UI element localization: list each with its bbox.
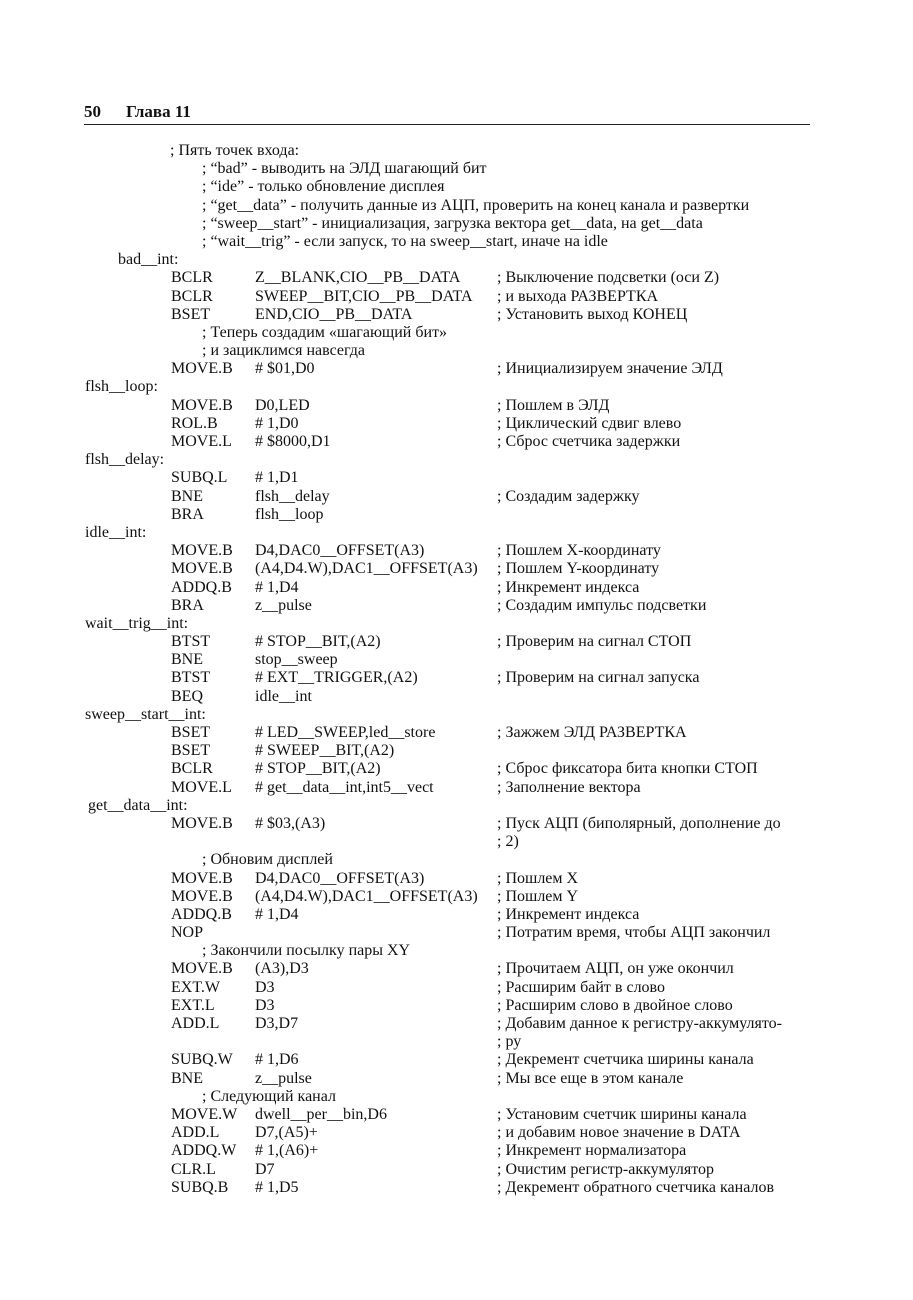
code-line: [0, 669, 913, 687]
operands: (A3),D3: [255, 960, 309, 978]
opcode: MOVE.B: [171, 960, 233, 978]
operands: D3: [255, 996, 275, 1014]
opcode: ROL.B: [171, 414, 218, 432]
inline-comment: ; Пошлем Y-координату: [497, 560, 660, 578]
operands: # 1,D4: [255, 578, 299, 596]
code-line: [0, 488, 913, 506]
comment-line: ; Обновим дисплей: [202, 851, 333, 869]
operands: flsh__loop: [255, 505, 324, 523]
operands: # 1,D0: [255, 414, 299, 432]
opcode: MOVE.B: [171, 814, 233, 832]
code-line: [0, 1033, 913, 1051]
inline-comment: ; Мы все еще в этом канале: [497, 1069, 684, 1087]
code-line: [0, 360, 913, 378]
code-line: [0, 706, 913, 724]
opcode: ADDQ.W: [171, 1142, 237, 1160]
inline-comment: ; Проверим на сигнал запуска: [497, 669, 700, 687]
opcode: BTST: [171, 633, 211, 651]
operands: Z__BLANK,CIO__PB__DATA: [255, 269, 461, 287]
opcode: SUBQ.W: [171, 1051, 233, 1069]
operands: # 1,D1: [255, 469, 299, 487]
operands: (A4,D4.W),DAC1__OFFSET(A3): [255, 887, 478, 905]
inline-comment: ; 2): [497, 833, 519, 851]
code-line: [0, 397, 913, 415]
operands: END,CIO__PB__DATA: [255, 305, 413, 323]
code-label: get__data__int:: [88, 796, 188, 814]
operands: D7: [255, 1160, 275, 1178]
code-line: [0, 1161, 913, 1179]
opcode: MOVE.B: [171, 396, 233, 414]
code-line: [0, 888, 913, 906]
inline-comment: ; Расширим байт в слово: [497, 978, 665, 996]
opcode: BNE: [171, 487, 203, 505]
opcode: BRA: [171, 505, 204, 523]
operands: # 1,D4: [255, 905, 299, 923]
operands: # 1,D6: [255, 1051, 299, 1069]
assembly-listing: [0, 142, 913, 1197]
code-line: [0, 651, 913, 669]
operands: # STOP__BIT,(A2): [255, 760, 381, 778]
inline-comment: ; Декремент обратного счетчика каналов: [497, 1178, 774, 1196]
opcode: BCLR: [171, 269, 213, 287]
code-line: [0, 742, 913, 760]
opcode: BRA: [171, 596, 204, 614]
comment-line: ; “sweep__start” - инициализация, загрузка вектора get__data, на get__data: [202, 214, 703, 232]
operands: z__pulse: [255, 1069, 312, 1087]
opcode: ADD.L: [171, 1015, 220, 1032]
code-line: [0, 524, 913, 542]
opcode: BCLR: [171, 287, 213, 305]
inline-comment: ; Установить выход КОНЕЦ: [497, 305, 688, 323]
opcode: BNE: [171, 1069, 203, 1087]
code-line: [0, 1070, 913, 1088]
inline-comment: ; ру: [497, 1033, 522, 1051]
code-line: [0, 560, 913, 578]
page-number: 50: [84, 102, 101, 121]
operands: # $03,(A3): [255, 814, 326, 832]
inline-comment: ; Прочитаем АЦП, он уже окончил: [497, 960, 734, 978]
operands: D4,DAC0__OFFSET(A3): [255, 542, 425, 560]
code-line: [0, 579, 913, 597]
code-line: [0, 724, 913, 742]
opcode: MOVE.L: [171, 433, 232, 450]
code-line: [0, 542, 913, 560]
code-label: bad__int:: [118, 251, 179, 269]
code-line: [0, 615, 913, 633]
inline-comment: ; Инициализируем значение ЭЛД: [497, 360, 723, 378]
code-line: [0, 1124, 913, 1142]
code-line: [0, 815, 913, 833]
code-line: [0, 215, 913, 233]
code-line: [0, 288, 913, 306]
code-line: [0, 1051, 913, 1069]
operands: # STOP__BIT,(A2): [255, 633, 381, 651]
operands: # SWEEP__BIT,(A2): [255, 742, 395, 760]
inline-comment: ; Пошлем X-координату: [497, 542, 661, 560]
chapter-title: Глава 11: [126, 102, 191, 121]
code-line: [0, 233, 913, 251]
opcode: MOVE.W: [171, 1105, 238, 1123]
operands: (A4,D4.W),DAC1__OFFSET(A3): [255, 560, 478, 578]
code-line: [0, 142, 913, 160]
code-line: [0, 960, 913, 978]
code-line: [0, 797, 913, 815]
code-line: [0, 597, 913, 615]
opcode: SUBQ.L: [171, 469, 228, 487]
inline-comment: ; Пошлем X: [497, 869, 579, 887]
comment-line: ; “wait__trig” - если запуск, то на sweep__start, иначе на idle: [202, 232, 608, 250]
opcode: MOVE.B: [171, 869, 233, 887]
code-line: [0, 1142, 913, 1160]
code-label: flsh__loop:: [85, 378, 158, 396]
code-label: sweep__start__int:: [85, 705, 206, 723]
operands: # get__data__int,int5__vect: [255, 778, 434, 796]
inline-comment: ; Сброс счетчика задержки: [497, 433, 681, 450]
comment-line: ; Следующий канал: [202, 1087, 336, 1105]
operands: # 1,D5: [255, 1178, 299, 1196]
code-label: flsh__delay:: [85, 451, 165, 469]
inline-comment: ; Декремент счетчика ширины канала: [497, 1051, 754, 1069]
code-line: [0, 324, 913, 342]
opcode: EXT.L: [171, 996, 215, 1014]
opcode: CLR.L: [171, 1160, 216, 1178]
operands: # $8000,D1: [255, 433, 331, 450]
comment-line: ; Закончили посылку пары XY: [202, 942, 411, 960]
opcode: MOVE.B: [171, 542, 233, 560]
inline-comment: ; Инкремент индекса: [497, 578, 640, 596]
code-line: [0, 760, 913, 778]
code-line: [0, 251, 913, 269]
opcode: MOVE.B: [171, 360, 233, 378]
inline-comment: ; Создадим задержку: [497, 487, 640, 505]
inline-comment: ; Очистим регистр-аккумулятор: [497, 1160, 714, 1178]
code-line: [0, 1179, 913, 1197]
code-line: [0, 469, 913, 487]
inline-comment: ; Инкремент нормализатора: [497, 1142, 687, 1160]
comment-line: ; и зациклимся навсегда: [202, 342, 365, 360]
operands: dwell__per__bin,D6: [255, 1105, 387, 1123]
operands: # $01,D0: [255, 360, 315, 378]
code-line: [0, 433, 913, 451]
operands: D4,DAC0__OFFSET(A3): [255, 869, 425, 887]
code-line: [0, 633, 913, 651]
inline-comment: ; и выхода РАЗВЕРТКА: [497, 287, 659, 305]
comment-line: ; Теперь создадим «шагающий бит»: [202, 323, 448, 341]
opcode: BNE: [171, 651, 203, 669]
code-line: [0, 924, 913, 942]
code-line: [0, 870, 913, 888]
inline-comment: ; Создадим импульс подсветки: [497, 596, 707, 614]
code-label: wait__trig__int:: [85, 614, 189, 632]
inline-comment: ; Циклический сдвиг влево: [497, 414, 682, 432]
operands: z__pulse: [255, 596, 312, 614]
page-header: [84, 100, 810, 125]
operands: D0,LED: [255, 396, 310, 414]
inline-comment: ; Проверим на сигнал СТОП: [497, 633, 692, 651]
code-line: [0, 688, 913, 706]
opcode: ADDQ.B: [171, 905, 232, 923]
inline-comment: ; Пуск АЦП (биполярный, дополнение до: [497, 814, 781, 832]
operands: stop__sweep: [255, 651, 338, 669]
comment-line: ; “ide” - только обновление дисплея: [202, 178, 445, 196]
inline-comment: ; Сброс фиксатора бита кнопки СТОП: [497, 760, 758, 778]
inline-comment: ; Расширим слово в двойное слово: [497, 996, 733, 1014]
inline-comment: ; Инкремент индекса: [497, 905, 640, 923]
operands: D3,D7: [255, 1015, 299, 1032]
code-line: [0, 1106, 913, 1124]
inline-comment: ; Заполнение вектора: [497, 778, 641, 796]
opcode: MOVE.B: [171, 887, 233, 905]
operands: # EXT__TRIGGER,(A2): [255, 669, 418, 687]
code-label: idle__int:: [85, 523, 147, 541]
code-line: [0, 1015, 913, 1033]
inline-comment: ; Пошлем Y: [497, 887, 579, 905]
code-line: [0, 178, 913, 196]
comment-line: ; Пять точек входа:: [170, 142, 300, 159]
code-line: [0, 197, 913, 215]
code-line: [0, 942, 913, 960]
inline-comment: ; Зажжем ЭЛД РАЗВЕРТКА: [497, 724, 687, 741]
opcode: BSET: [171, 305, 211, 323]
inline-comment: ; Установим счетчик ширины канала: [497, 1105, 747, 1123]
code-line: [0, 415, 913, 433]
opcode: MOVE.B: [171, 560, 233, 578]
code-line: [0, 997, 913, 1015]
opcode: BTST: [171, 669, 211, 687]
code-line: [0, 779, 913, 797]
opcode: BSET: [171, 742, 211, 760]
operands: idle__int: [255, 687, 312, 705]
comment-line: ; “get__data” - получить данные из АЦП, проверить на конец канала и развертки: [202, 196, 750, 214]
operands: # 1,(A6)+: [255, 1142, 319, 1160]
code-line: [0, 506, 913, 524]
comment-line: ; “bad” - выводить на ЭЛД шагающий бит: [202, 160, 487, 178]
opcode: NOP: [171, 924, 204, 942]
operands: # LED__SWEEP,led__store: [255, 724, 436, 741]
code-line: [0, 833, 913, 851]
code-line: [0, 378, 913, 396]
opcode: BEQ: [171, 687, 203, 705]
opcode: ADD.L: [171, 1124, 220, 1142]
opcode: ADDQ.B: [171, 578, 232, 596]
code-line: [0, 851, 913, 869]
operands: SWEEP__BIT,CIO__PB__DATA: [255, 287, 473, 305]
code-line: [0, 306, 913, 324]
opcode: SUBQ.B: [171, 1178, 229, 1196]
operands: D7,(A5)+: [255, 1124, 318, 1142]
inline-comment: ; Потратим время, чтобы АЦП закончил: [497, 924, 771, 942]
opcode: BSET: [171, 724, 211, 741]
code-line: [0, 342, 913, 360]
opcode: BCLR: [171, 760, 213, 778]
opcode: EXT.W: [171, 978, 221, 996]
operands: D3: [255, 978, 275, 996]
inline-comment: ; Выключение подсветки (оси Z): [497, 269, 720, 287]
operands: flsh__delay: [255, 487, 330, 505]
code-line: [0, 269, 913, 287]
inline-comment: ; и добавим новое значение в DATA: [497, 1124, 741, 1142]
inline-comment: ; Добавим данное к регистру-аккумулято-: [497, 1015, 782, 1032]
code-line: [0, 979, 913, 997]
opcode: MOVE.L: [171, 778, 232, 796]
code-line: [0, 906, 913, 924]
code-line: [0, 1088, 913, 1106]
code-line: [0, 451, 913, 469]
code-line: [0, 160, 913, 178]
inline-comment: ; Пошлем в ЭЛД: [497, 396, 610, 414]
